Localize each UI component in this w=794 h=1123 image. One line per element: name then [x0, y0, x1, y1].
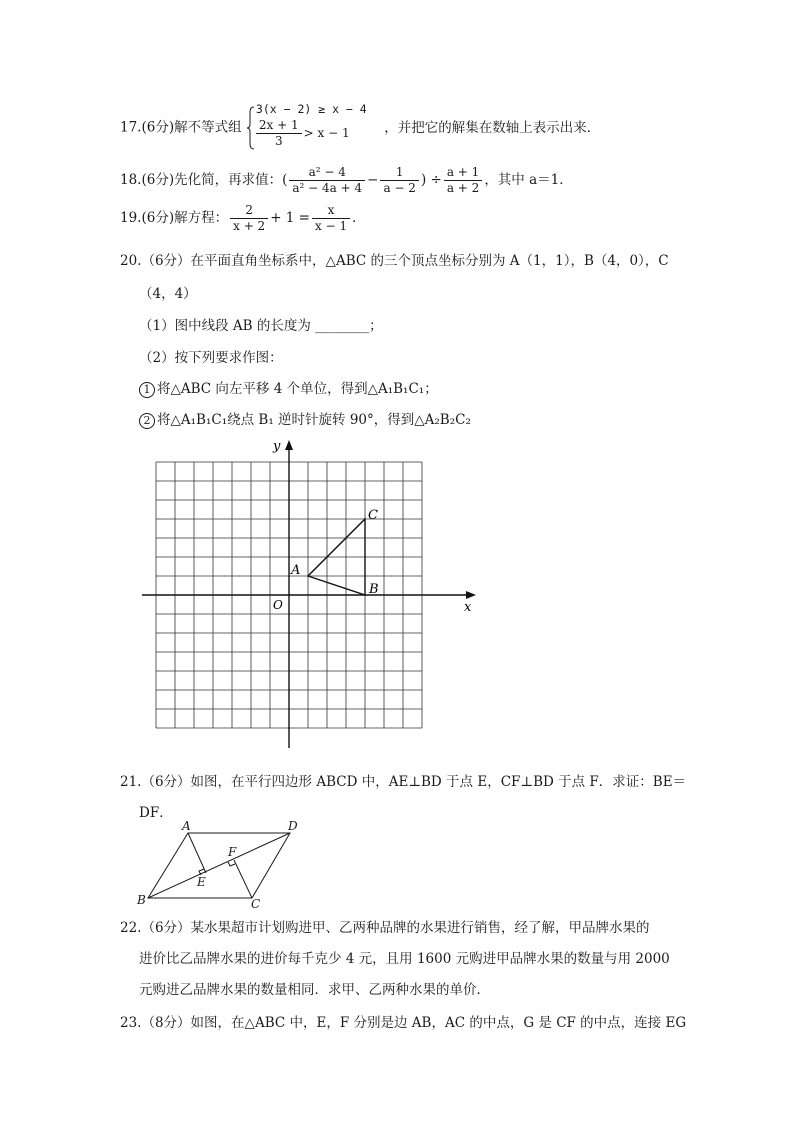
inequality-2 — [254, 118, 350, 149]
q17-suffix: ，并把它的解集在数轴上表示出来． — [384, 119, 601, 136]
q17-score: (6分) — [141, 119, 175, 136]
q18-f3-num: a + 1 — [444, 165, 482, 181]
q18-fraction-1 — [289, 165, 365, 196]
label-f: F — [228, 845, 237, 859]
q20-part-1: （1）图中线段 AB 的长度为 ________； — [139, 318, 383, 334]
q18-f1-den: a² − 4a + 4 — [292, 181, 363, 195]
q19-f1-num: 2 — [230, 203, 268, 219]
q18-f2-num: 1 — [380, 165, 418, 181]
q20-line-2: （4，4） — [139, 286, 197, 302]
q20-step-1-text: 将△ABC 向左平移 4 个单位，得到△A₁B₁C₁； — [157, 381, 438, 397]
label-d: D — [288, 819, 298, 833]
x-axis-arrow-icon — [466, 591, 476, 599]
inequality-system — [254, 102, 374, 150]
label-e: E — [197, 875, 206, 889]
origin-label: O — [273, 598, 283, 612]
q17-prompt: 解不等式组 — [174, 119, 242, 136]
point-label-a: A — [291, 563, 301, 578]
q20-step-1 — [139, 377, 438, 398]
parallelogram-figure — [130, 818, 310, 908]
inequality-2-denominator: 3 — [274, 134, 283, 148]
q18-prompt: 先化简，再求值：( — [174, 172, 288, 188]
q21-line-2: DF． — [139, 805, 173, 821]
point-label-b: B — [369, 582, 379, 597]
q18-f3-den: a + 2 — [446, 181, 480, 195]
q18-minus: − — [367, 172, 379, 188]
q18-fraction-3 — [444, 165, 482, 196]
q18-suffix: ，其中 a＝1． — [484, 172, 573, 188]
inequality-1: 3(x − 2) ≥ x − 4 — [255, 102, 367, 116]
q19-score: (6分) — [141, 210, 175, 226]
q19-suffix: ． — [352, 210, 366, 226]
q18-score: (6分) — [141, 172, 175, 188]
y-axis-arrow-icon — [285, 440, 293, 450]
q19-f2-num: x — [312, 203, 350, 219]
x-axis-label: x — [464, 600, 472, 615]
circled-number-1-icon: 1 — [139, 382, 155, 398]
q19-fraction-2 — [312, 203, 350, 234]
q18-f2-den: a − 2 — [383, 181, 416, 195]
q19-prompt: 解方程： — [174, 210, 229, 226]
point-label-c: C — [368, 508, 378, 523]
inequality-2-numerator: 2x + 1 — [256, 118, 302, 134]
q20-line-1: 20.（6分）在平面直角坐标系中，△ABC 的三个顶点坐标分别为 A（1，1），B（4，0），C — [120, 253, 669, 269]
q19-f2-den: x − 1 — [315, 219, 348, 233]
q22-line-1: 22.（6分）某水果超市计划购进甲、乙两种品牌的水果进行销售，经了解，甲品牌水果的 — [120, 920, 650, 936]
q18-number: 18. — [120, 172, 142, 188]
q23-line-1: 23.（8分）如图，在△ABC 中，E，F 分别是边 AB，AC 的中点，G 是 CF 的中点，连接 EG — [120, 1015, 687, 1031]
q19-number: 19. — [120, 210, 142, 226]
label-b: B — [137, 893, 146, 907]
circled-number-2-icon: 2 — [139, 413, 155, 429]
question-18 — [120, 165, 573, 196]
question-17 — [120, 102, 601, 150]
diagonal-bd — [148, 833, 290, 898]
q17-number: 17. — [120, 119, 142, 136]
segment-ae — [188, 833, 206, 873]
q22-line-2: 进价比乙品牌水果的进价每千克少 4 元，且用 1600 元购进甲品牌水果的数量与用 2000 — [139, 951, 670, 967]
q20-part-2: （2）按下列要求作图： — [139, 350, 283, 366]
question-19 — [120, 203, 366, 234]
segment-cf — [234, 860, 252, 898]
q18-divide: ) ÷ — [420, 172, 442, 188]
label-c: C — [251, 897, 261, 908]
coordinate-grid — [140, 430, 485, 760]
q20-step-2-text: 将△A₁B₁C₁绕点 B₁ 逆时针旋转 90°，得到△A₂B₂C₂ — [157, 412, 471, 428]
q19-fraction-1 — [230, 203, 268, 234]
right-angle-f-icon — [228, 862, 235, 866]
q19-mid: + 1 = — [270, 210, 310, 226]
q22-line-3: 元购进乙品牌水果的数量相同．求甲、乙两种水果的单价． — [139, 982, 490, 998]
q21-line-1: 21.（6分）如图，在平行四边形 ABCD 中，AE⊥BD 于点 E，CF⊥BD 于点 F．求证：BE＝ — [120, 774, 687, 790]
inequality-2-rhs: > x − 1 — [303, 126, 350, 140]
label-a: A — [182, 819, 191, 833]
q18-f1-num: a² − 4 — [289, 165, 365, 181]
q20-step-2 — [139, 408, 471, 429]
q18-fraction-2 — [380, 165, 418, 196]
q19-f1-den: x + 2 — [233, 219, 266, 233]
y-axis-label: y — [273, 439, 281, 454]
